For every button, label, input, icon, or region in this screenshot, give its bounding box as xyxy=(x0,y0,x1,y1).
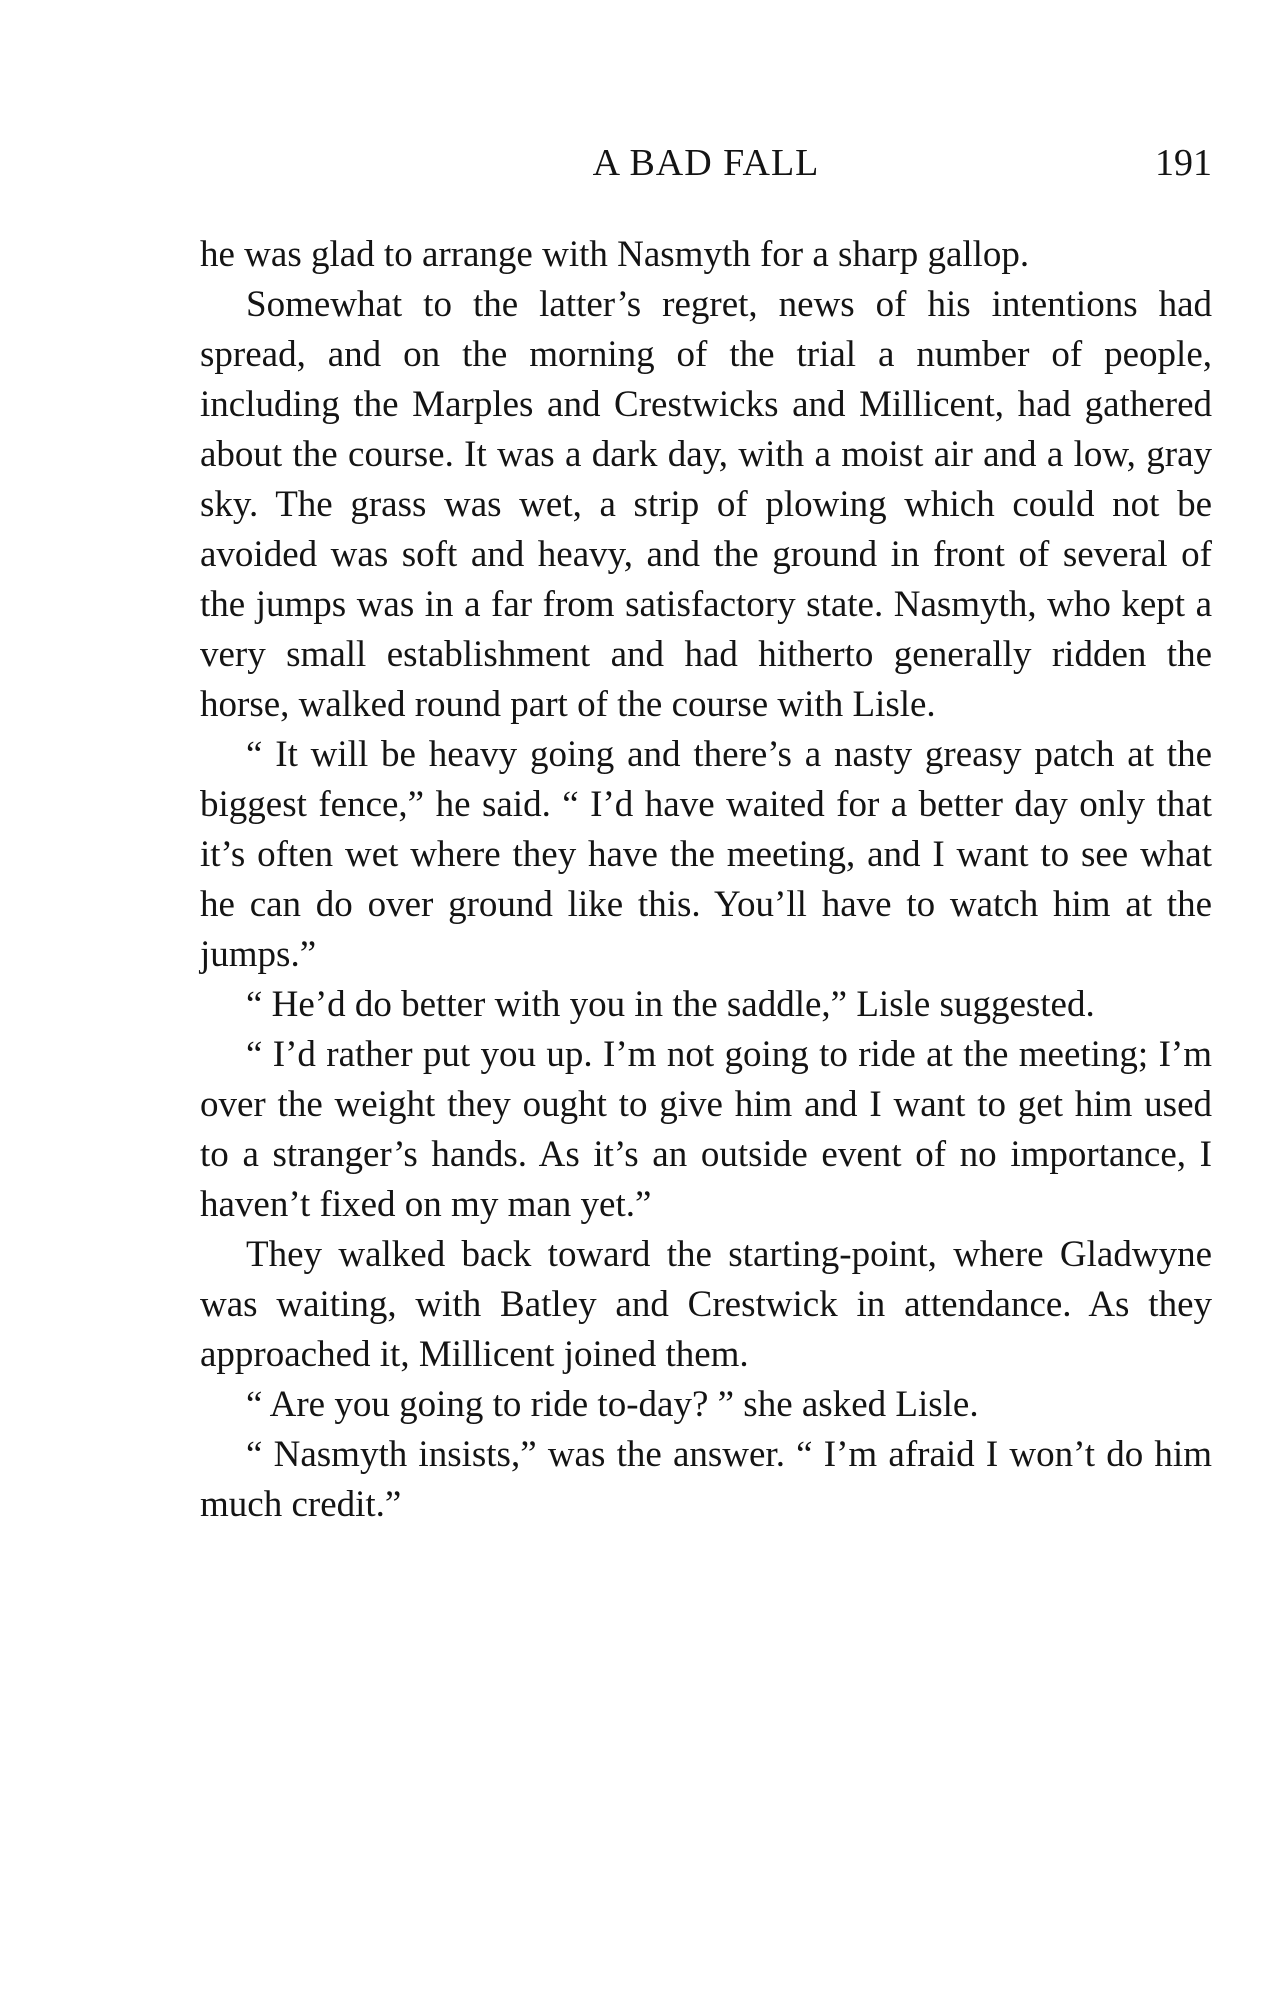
running-head xyxy=(200,138,1212,188)
paragraph: “ Are you going to ride to-day? ” she asked Lisle. xyxy=(246,1384,979,1425)
paragraph: They walked back toward the starting-point, where Gladwyne was waiting, with Batley and Crestwick in attendance. As they approached it, Millicent joined them. xyxy=(200,1234,1212,1375)
paragraph: “ I’d rather put you up. I’m not going to ride at the meeting; I’m over the weight they ought to give him and I want to get him used to a stranger’s hands. As it’s an outside event of no importance, I haven’t fixed on my man yet.” xyxy=(200,1034,1212,1225)
paragraph: Somewhat to the latter’s regret, news of his intentions had spread, and on the morning of the trial a number of people, including the Marples and Crestwicks and Millicent, had gathered about the course. It was a dark day, with a moist air and a low, gray sky. The grass was wet, a strip of plowing which could not be avoided was soft and heavy, and the ground in front of several of the jumps was in a far from satisfactory state. Nasmyth, who kept a very small establishment and had hitherto generally ridden the horse, walked round part of the course with Lisle. xyxy=(200,284,1212,725)
paragraph: “ Nasmyth insists,” was the answer. “ I’m afraid I won’t do him much credit.” xyxy=(200,1434,1212,1525)
paragraph: “ He’d do better with you in the saddle,” Lisle suggested. xyxy=(246,984,1095,1025)
chapter-title: A BAD FALL xyxy=(592,142,820,184)
paragraph: he was glad to arrange with Nasmyth for a sharp gallop. xyxy=(200,234,1030,275)
page-number: 191 xyxy=(1155,142,1212,184)
paragraph: “ It will be heavy going and there’s a nasty greasy patch at the biggest fence,” he said. “ I’d have waited for a better day only that it’s often wet where they have the meeting, and I want to see what he can do over ground like this. You’ll have to watch him at the jumps.” xyxy=(200,734,1212,975)
body-text xyxy=(200,230,1212,1530)
